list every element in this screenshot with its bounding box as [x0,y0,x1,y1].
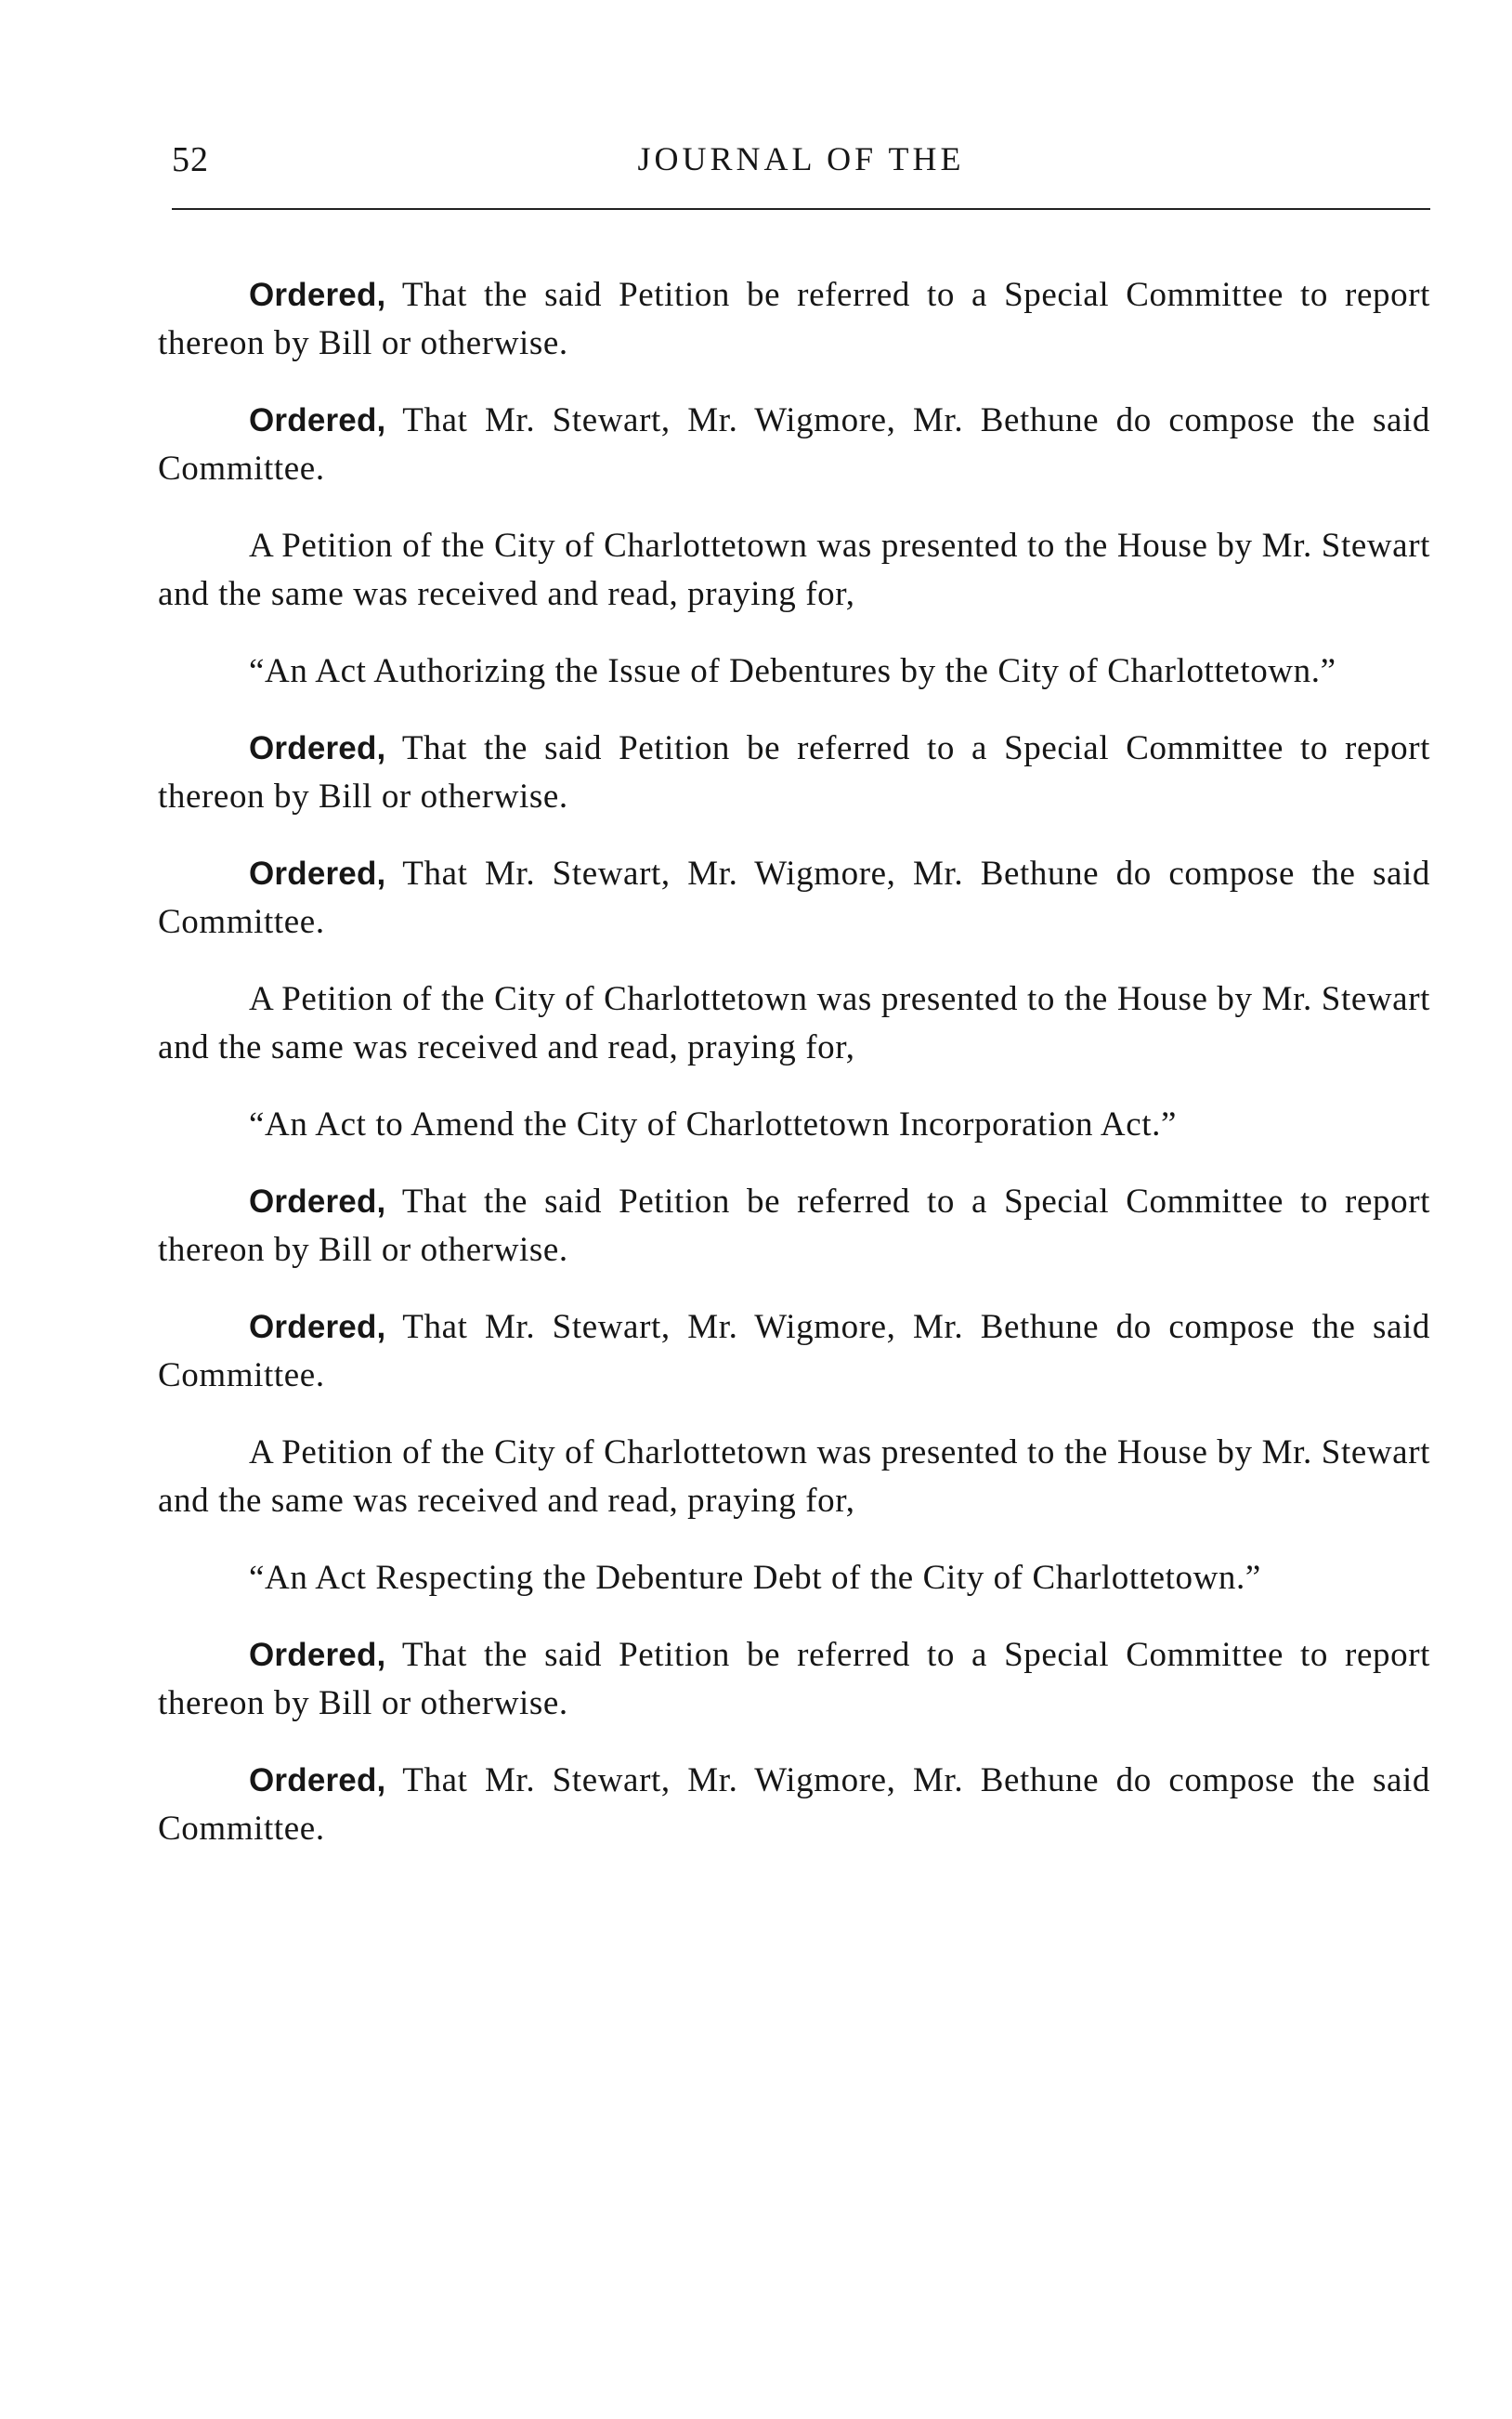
paragraph-text: That the said Petition be referred to a Special Committee to report thereon by Bill or otherwise. [158,1183,1430,1269]
act-title: “An Act to Amend the City of Charlottetown Incorporation Act.” [249,1105,1178,1144]
paragraph-2 [158,397,1430,493]
paragraph-14 [158,1757,1430,1853]
paragraph-9 [158,1178,1430,1275]
paragraph-text: That the said Petition be referred to a Special Committee to report thereon by Bill or otherwise. [158,1636,1430,1722]
paragraph-text: A Petition of the City of Charlottetown was presented to the House by Mr. Stewart and the same was received and read, praying for, [158,527,1430,613]
page-number: 52 [172,140,209,179]
ordered-label: Ordered, [249,856,386,892]
paragraph-text: That Mr. Stewart, Mr. Wigmore, Mr. Bethune do compose the said Committee. [158,401,1430,488]
ordered-label: Ordered, [249,277,386,313]
ordered-label: Ordered, [249,1183,386,1220]
paragraph-text: That the said Petition be referred to a Special Committee to report thereon by Bill or otherwise. [158,276,1430,362]
paragraph-text: That Mr. Stewart, Mr. Wigmore, Mr. Bethune do compose the said Committee. [158,855,1430,941]
ordered-label: Ordered, [249,1637,386,1673]
page-header [172,130,1430,204]
paragraph-12 [158,1554,1430,1602]
header-rule [172,208,1430,210]
paragraph-5 [158,725,1430,821]
ordered-label: Ordered, [249,1762,386,1798]
paragraph-4 [158,647,1430,696]
paragraph-13 [158,1631,1430,1728]
ordered-label: Ordered, [249,402,386,438]
paragraph-3 [158,522,1430,619]
running-head: JOURNAL OF THE [637,140,965,177]
paragraph-1 [158,271,1430,368]
paragraph-10 [158,1303,1430,1400]
paragraph-text: That Mr. Stewart, Mr. Wigmore, Mr. Bethune do compose the said Committee. [158,1308,1430,1394]
act-title: “An Act Respecting the Debenture Debt of the City of Charlottetown.” [249,1559,1261,1597]
paragraph-text: A Petition of the City of Charlottetown was presented to the House by Mr. Stewart and the same was received and read, praying for, [158,980,1430,1066]
paragraph-text: That Mr. Stewart, Mr. Wigmore, Mr. Bethune do compose the said Committee. [158,1761,1430,1848]
ordered-label: Ordered, [249,1309,386,1345]
journal-body [158,271,1430,1882]
paragraph-text: A Petition of the City of Charlottetown was presented to the House by Mr. Stewart and the same was received and read, praying for, [158,1433,1430,1520]
paragraph-7 [158,975,1430,1072]
ordered-label: Ordered, [249,730,386,766]
paragraph-11 [158,1429,1430,1525]
paragraph-text: That the said Petition be referred to a Special Committee to report thereon by Bill or otherwise. [158,729,1430,816]
paragraph-8 [158,1101,1430,1149]
paragraph-6 [158,850,1430,947]
act-title: “An Act Authorizing the Issue of Debentures by the City of Charlottetown.” [249,652,1336,690]
